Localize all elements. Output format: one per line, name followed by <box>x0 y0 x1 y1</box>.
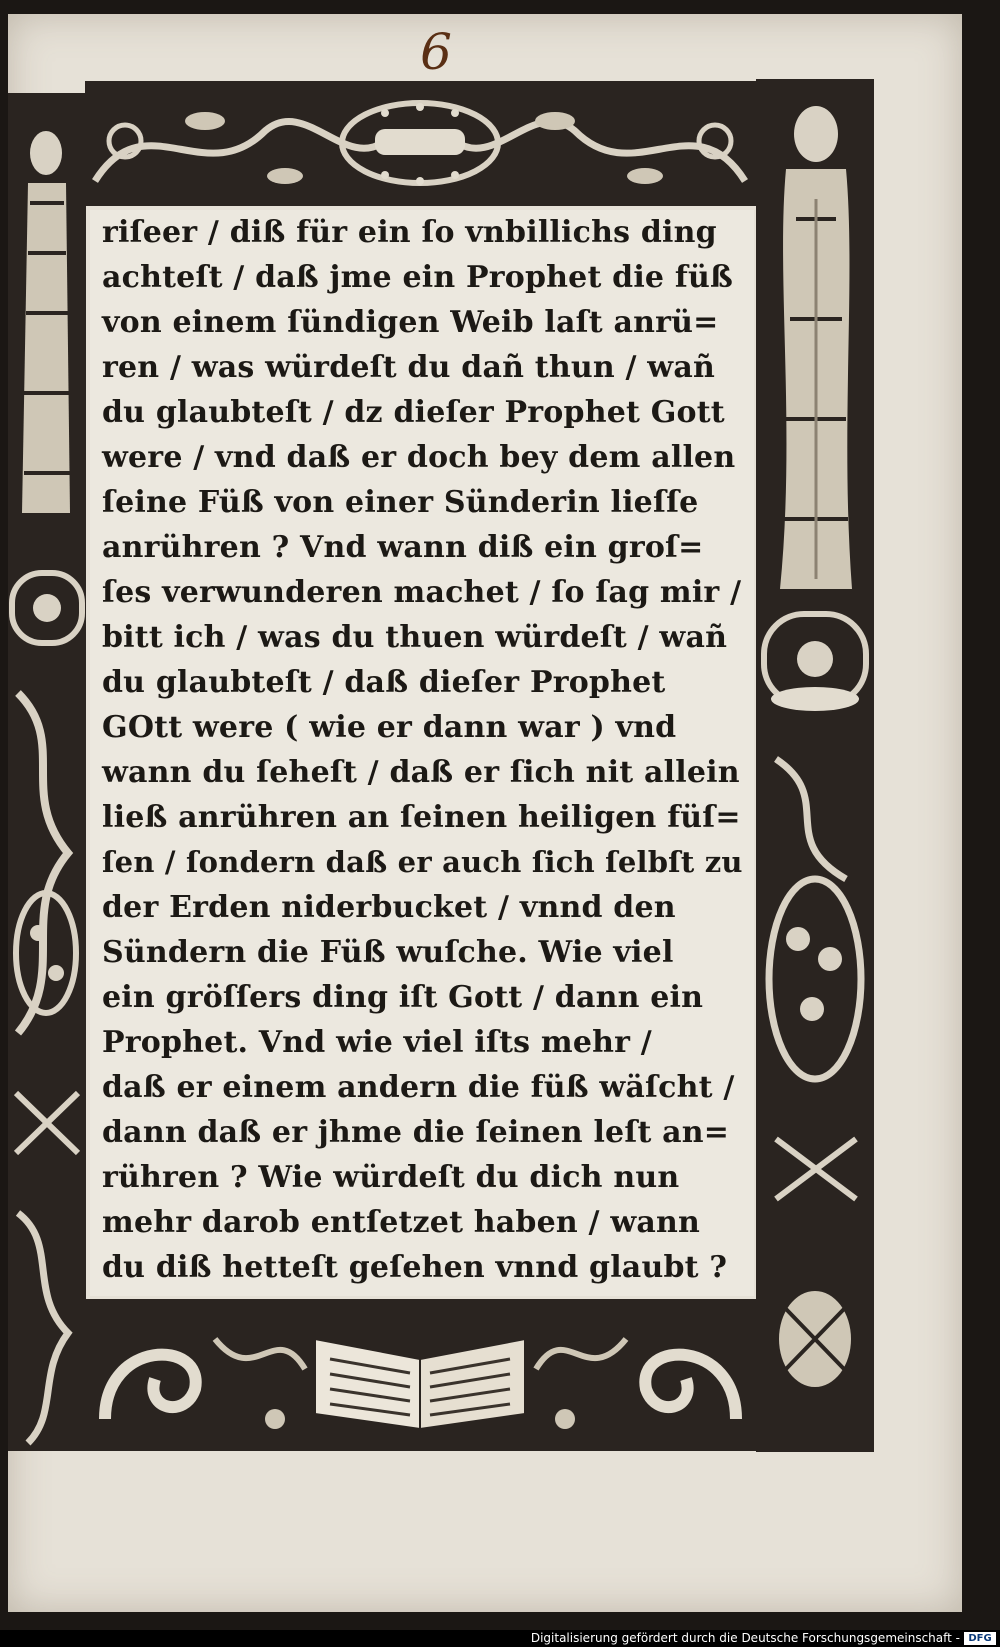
footer-bar <box>0 1630 1000 1647</box>
text-line: GOtt were ( wie er dann war ) vnd <box>102 710 677 745</box>
text-line: achteſt / daß jme ein Prophet die füß <box>102 260 733 295</box>
text-line: du glaubteſt / daß dieſer Prophet <box>102 665 666 700</box>
text-line: ſeine Füß von einer Sünderin lieſſe <box>102 485 699 520</box>
text-line: Prophet. Vnd wie viel iſts mehr / <box>102 1025 652 1060</box>
text-line: ein gröſſers ding iſt Gott / dann ein <box>102 980 704 1015</box>
text-line: von einem ſündigen Weib laſt anrü= <box>102 305 719 340</box>
text-line: wann du ſeheſt / daß er ſich nit allein <box>102 755 740 790</box>
dfg-logo-icon: DFG <box>964 1632 996 1645</box>
left-ornament-border <box>8 93 86 1451</box>
page-number: 6 <box>420 23 452 81</box>
text-line: der Erden niderbucket / vnnd den <box>102 890 676 925</box>
text-line: du glaubteſt / dz dieſer Prophet Gott <box>102 395 725 430</box>
text-line: mehr darob entſetzet haben / wann <box>102 1205 701 1240</box>
text-block <box>90 210 754 1296</box>
text-line: bitt ich / was du thuen würdeſt / wañ <box>102 620 728 655</box>
right-ornament-border <box>756 79 874 1452</box>
text-line: daß er einem andern die füß wäſcht / <box>102 1070 735 1105</box>
text-line: were / vnd daß er doch bey dem allen <box>102 440 736 475</box>
book-page <box>8 14 962 1612</box>
text-line: du diß hetteſt geſehen vnnd glaubt ? <box>102 1250 728 1285</box>
text-line: ren / was würdeſt du dañ thun / wañ <box>102 350 715 385</box>
text-line: anrühren ? Vnd wann diß ein groſ= <box>102 530 704 565</box>
top-ornament-border <box>85 81 756 206</box>
text-line: ſen / ſondern daß er auch ſich ſelbſt zu <box>102 845 743 879</box>
funding-notice: Digitalisierung gefördert durch die Deutsche Forschungsgemeinschaft - <box>530 1631 960 1645</box>
text-line: dann daß er jhme die ſeinen leſt an= <box>102 1115 730 1150</box>
text-line: rühren ? Wie würdeſt du dich nun <box>102 1160 680 1195</box>
text-line: Sündern die Füß wuſche. Wie viel <box>102 935 674 970</box>
text-line: riſeer / diß für ein ſo vnbillichs ding <box>102 215 717 250</box>
text-line: ließ anrühren an ſeinen heiligen füſ= <box>102 800 741 835</box>
bottom-ornament-border <box>85 1299 756 1451</box>
text-line: ſes verwunderen machet / ſo ſag mir / <box>102 575 742 610</box>
